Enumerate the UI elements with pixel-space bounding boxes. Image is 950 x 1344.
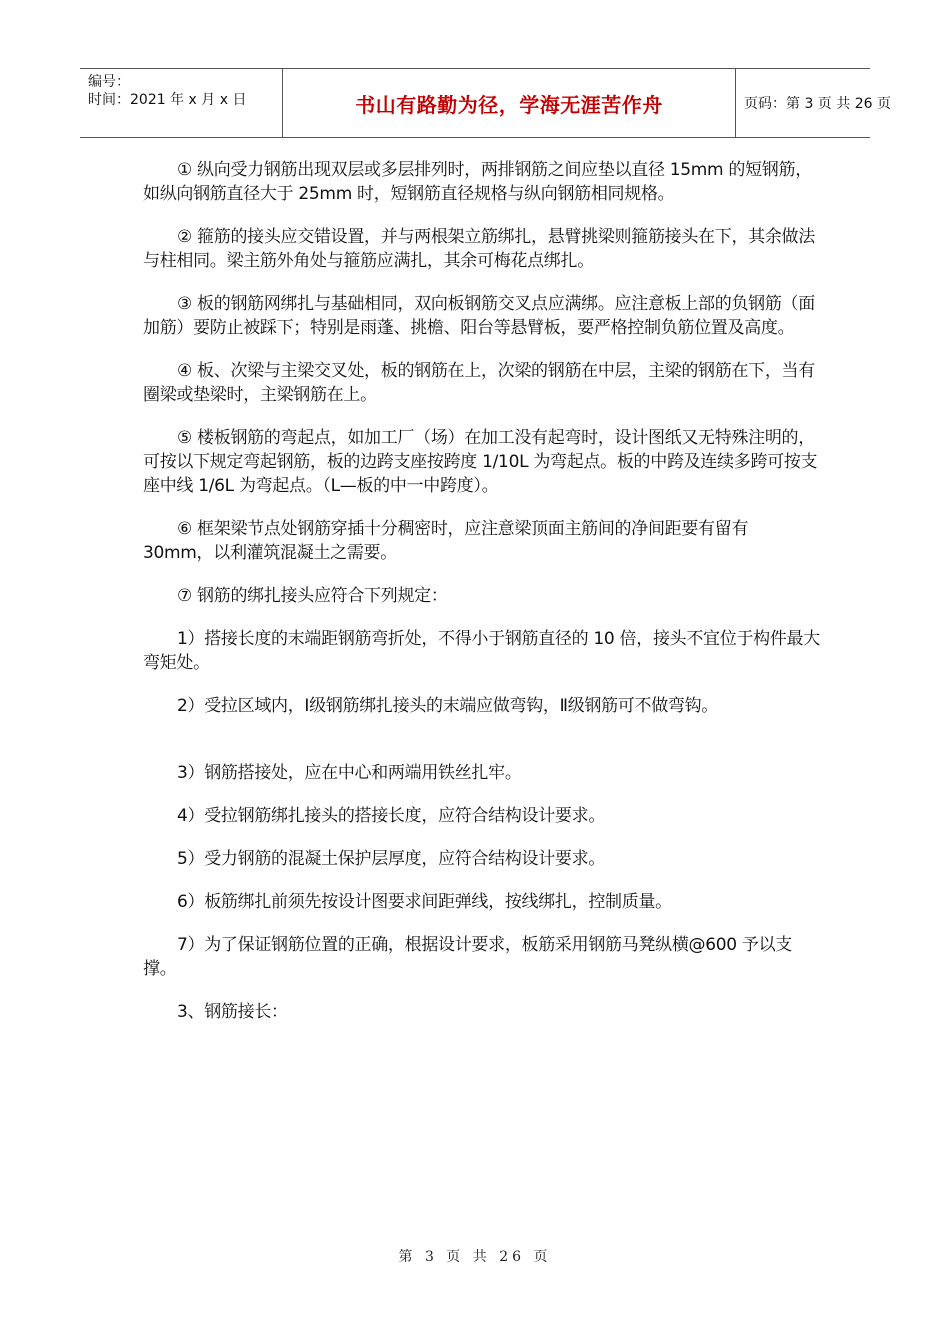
paragraph: 3）钢筋搭接处，应在中心和两端用铁丝扎牢。: [177, 763, 522, 783]
paragraph: 7）为了保证钢筋位置的正确，根据设计要求，板筋采用钢筋马凳纵横@600 予以支撑。: [143, 935, 792, 979]
paragraph: 2）受拉区域内，Ⅰ级钢筋绑扎接头的末端应做弯钩，Ⅱ级钢筋可不做弯钩。: [177, 696, 718, 716]
paragraph: ① 纵向受力钢筋出现双层或多层排列时，两排钢筋之间应垫以直径 15mm 的短钢筋，如纵向钢筋直径大于 25mm 时，短钢筋直径规格与纵向钢筋相同规格。: [143, 160, 812, 204]
page-footer: 第 3 页 共 26 页: [398, 1249, 552, 1265]
page-header: [80, 68, 891, 138]
header-motto-cell: [282, 69, 736, 137]
paragraph: ⑥ 框架梁节点处钢筋穿插十分稠密时，应注意梁顶面主筋间的净间距要有留有 30mm，以利灌筑混凝土之需要。: [143, 519, 749, 563]
header-motto: 书山有路勤为径，学海无涯苦作舟: [355, 93, 663, 117]
paragraph: ④ 板、次梁与主梁交叉处，板的钢筋在上，次梁的钢筋在中层，主梁的钢筋在下，当有圈梁或垫梁时，主梁钢筋在上。: [143, 361, 815, 405]
header-page-info: 页码：第 3 页 共 26 页: [744, 96, 891, 112]
paragraph: ⑦ 钢筋的绑扎接头应符合下列规定：: [177, 586, 448, 606]
document-time-label: 时间：2021 年 x 月 x 日: [88, 92, 247, 108]
document-number-label: 编号：: [88, 74, 130, 90]
paragraph: ③ 板的钢筋网绑扎与基础相同，双向板钢筋交叉点应满绑。应注意板上部的负钢筋（面加筋）要防止被踩下；特别是雨蓬、挑檐、阳台等悬臂板，要严格控制负筋位置及高度。: [143, 294, 815, 338]
paragraph: 4）受拉钢筋绑扎接头的搭接长度，应符合结构设计要求。: [177, 806, 606, 826]
paragraph: 1）搭接长度的末端距钢筋弯折处，不得小于钢筋直径的 10 倍，接头不宜位于构件最大弯矩处。: [143, 629, 820, 673]
header-page-cell: [734, 69, 891, 137]
paragraph: ⑤ 楼板钢筋的弯起点，如加工厂（场）在加工没有起弯时，设计图纸又无特殊注明的，可按以下规定弯起钢筋，板的边跨支座按跨度 1/10L 为弯起点。板的中跨及连续多跨可按支座中线 1/6L 为弯起点。（L—板的中一中跨度）。: [143, 428, 818, 496]
paragraph: 5）受力钢筋的混凝土保护层厚度，应符合结构设计要求。: [177, 849, 606, 869]
paragraph: 6）板筋绑扎前须先按设计图要求间距弹线，按线绑扎，控制质量。: [177, 892, 672, 912]
section-heading: 3、钢筋接长：: [177, 1002, 288, 1022]
document-body: [143, 158, 823, 1043]
paragraph: ② 箍筋的接头应交错设置，并与两根架立筋绑扎，悬臂挑梁则箍筋接头在下，其余做法与柱相同。梁主筋外角处与箍筋应满扎，其余可梅花点绑扎。: [143, 227, 815, 271]
header-meta-cell: [80, 69, 282, 137]
